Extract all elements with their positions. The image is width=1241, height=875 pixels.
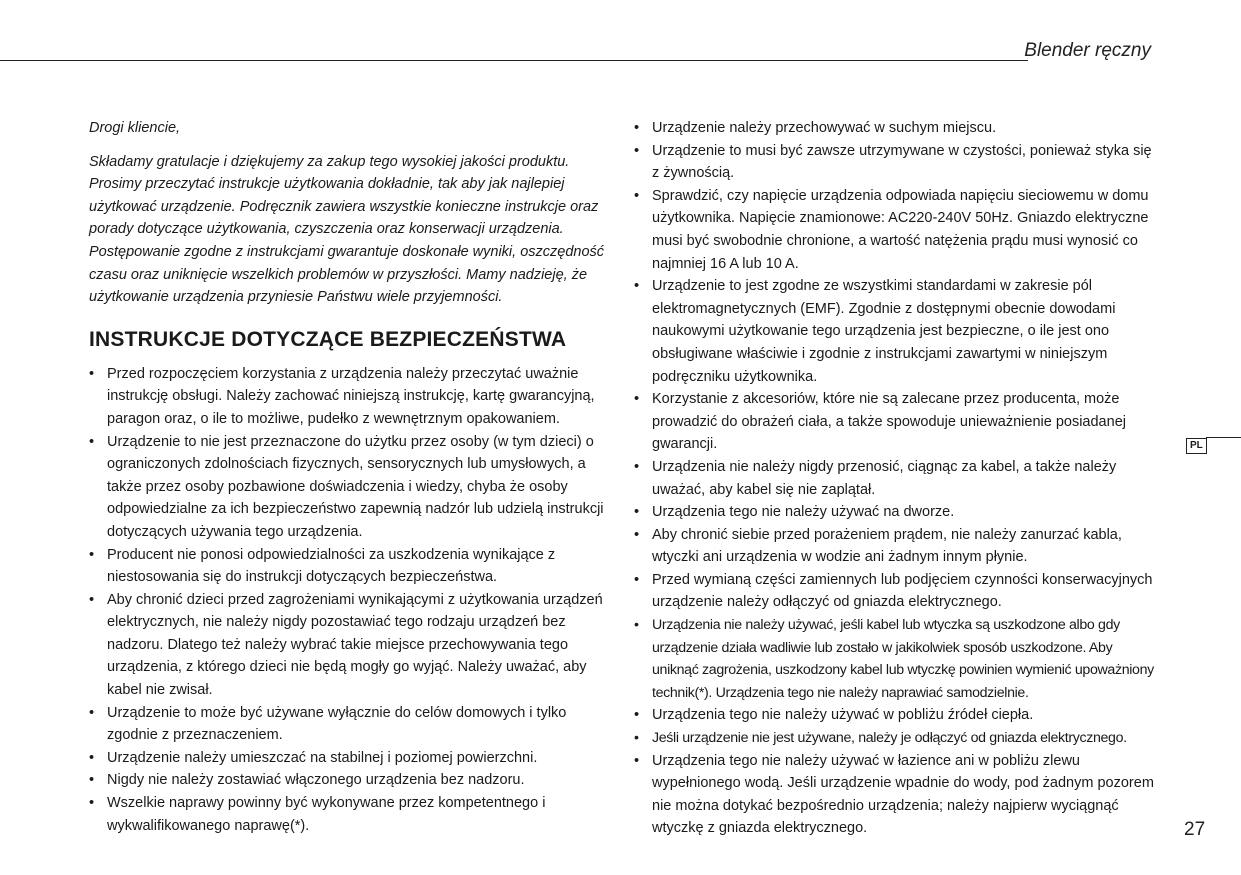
- list-item: • Aby chronić siebie przed porażeniem prądem, nie należy zanurzać kabla, wtyczki ani urządzenia w wodzie ani żadnym innym płynie.: [634, 524, 1154, 569]
- list-item: • Urządzenia nie należy używać, jeśli kabel lub wtyczka są uszkodzone albo gdy urządzenie działa wadliwie lub zostało w jakikolwiek sposób uszkodzone. Aby uniknąć zagrożenia, uszkodzony kabel lub wtyczkę powinien wymienić upoważniony technik(*). Urządzenia tego nie należy naprawiać samodzielnie.: [634, 614, 1154, 704]
- list-item: • Nigdy nie należy zostawiać włączonego urządzenia bez nadzoru.: [89, 769, 609, 792]
- list-item: • Wszelkie naprawy powinny być wykonywane przez kompetentnego i wykwalifikowanego naprawę(*).: [89, 792, 609, 837]
- left-column: [89, 117, 609, 837]
- list-item: • Urządzenia nie należy nigdy przenosić, ciągnąc za kabel, a także należy uważać, aby kabel się nie zaplątał.: [634, 456, 1154, 501]
- safety-heading: INSTRUKCJE DOTYCZĄCE BEZPIECZEŃSTWA: [89, 327, 567, 351]
- list-item: • Urządzenie należy przechowywać w suchym miejscu.: [634, 117, 1154, 140]
- list-item: • Urządzenia tego nie należy używać w pobliżu źródeł ciepła.: [634, 704, 1154, 727]
- list-item: • Jeśli urządzenie nie jest używane, należy je odłączyć od gniazda elektrycznego.: [634, 727, 1154, 750]
- header-rule: [0, 60, 1028, 61]
- list-item: • Urządzenie należy umieszczać na stabilnej i poziomej powierzchni.: [89, 747, 609, 770]
- safety-list-right: [634, 117, 1154, 840]
- list-item: • Przed rozpoczęciem korzystania z urządzenia należy przeczytać uważnie instrukcję obsługi. Należy zachować niniejszą instrukcję, kartę gwarancyjną, paragon oraz, o ile to możliwe, pudełko z wewnętrznym opakowaniem.: [89, 363, 609, 431]
- list-item: • Urządzenia tego nie należy używać w łazience ani w pobliżu zlewu wypełnionego wodą. Jeśli urządzenie wpadnie do wody, pod żadnym pozorem nie można dotykać bezpośrednio urządzenia; należy najpierw wyciągnąć wtyczkę z gniazda elektrycznego.: [634, 750, 1154, 840]
- language-tab-rule: [1206, 437, 1241, 438]
- list-item: • Korzystanie z akcesoriów, które nie są zalecane przez producenta, może prowadzić do obrażeń ciała, a także spowoduje unieważnienie posiadanej gwarancji.: [634, 388, 1154, 456]
- page-number: 27: [1184, 819, 1206, 840]
- list-item: • Sprawdzić, czy napięcie urządzenia odpowiada napięciu sieciowemu w domu użytkownika. Napięcie znamionowe: AC220-240V 50Hz. Gniazdo elektryczne musi być swobodnie chronione, a wartość natężenia prądu musi wynosić co najmniej 16 A lub 10 A.: [634, 185, 1154, 275]
- list-item: • Urządzenie to musi być zawsze utrzymywane w czystości, ponieważ styka się z żywnością.: [634, 140, 1154, 185]
- document-title: Blender ręczny: [1024, 40, 1151, 61]
- right-column: [634, 117, 1154, 840]
- list-item: • Aby chronić dzieci przed zagrożeniami wynikającymi z użytkowania urządzeń elektrycznych, nie należy nigdy pozostawiać tego rodzaju urządzeń bez nadzoru. Dlatego też należy wybrać takie miejsce przechowywania tego urządzenia, z którego dzieci nie będą mogły go wyjąć. Należy uważać, aby kabel nie zwisał.: [89, 589, 609, 702]
- list-item: • Przed wymianą części zamiennych lub podjęciem czynności konserwacyjnych urządzenie należy odłączyć od gniazda elektrycznego.: [634, 569, 1154, 614]
- list-item: • Urządzenie to nie jest przeznaczone do użytku przez osoby (w tym dzieci) o ograniczonych zdolnościach fizycznych, sensorycznych lub umysłowych, a także przez osoby pozbawione doświadczenia i wiedzy, chyba że osoby odpowiedzialne za ich bezpieczeństwo zapewnią nadzór lub udzielą instrukcji dotyczących używania tego urządzenia.: [89, 431, 609, 544]
- language-tag: PL: [1186, 438, 1207, 454]
- list-item: • Producent nie ponosi odpowiedzialności za uszkodzenia wynikające z niestosowania się do instrukcji dotyczących bezpieczeństwa.: [89, 544, 609, 589]
- safety-list-left: [89, 363, 609, 837]
- intro-greeting: Drogi kliencie,: [89, 120, 181, 136]
- list-item: • Urządzenia tego nie należy używać na dworze.: [634, 501, 1154, 524]
- list-item: • Urządzenie to jest zgodne ze wszystkimi standardami w zakresie pól elektromagnetycznych (EMF). Zgodnie z dostępnymi obecnie dowodami naukowymi użytkowanie tego urządzenia jest bezpieczne, o ile jest ono obsługiwane właściwie i zgodnie z instrukcjami zawartymi w niniejszym podręczniku użytkownika.: [634, 275, 1154, 388]
- intro-paragraph: Składamy gratulacje i dziękujemy za zakup tego wysokiej jakości produktu. Prosimy przeczytać instrukcje użytkowania dokładnie, tak aby jak najlepiej użytkować urządzenie. Podręcznik zawiera wszystkie konieczne instrukcje oraz porady dotyczące użytkowania, czyszczenia oraz konserwacji urządzenia. Postępowanie zgodne z instrukcjami gwarantuje doskonałe wyniki, oszczędność czasu oraz uniknięcie wszelkich problemów w przyszłości. Mamy nadzieję, że użytkowanie urządzenia przyniesie Państwu wiele przyjemności.: [89, 153, 605, 306]
- list-item: • Urządzenie to może być używane wyłącznie do celów domowych i tylko zgodnie z przeznaczeniem.: [89, 702, 609, 747]
